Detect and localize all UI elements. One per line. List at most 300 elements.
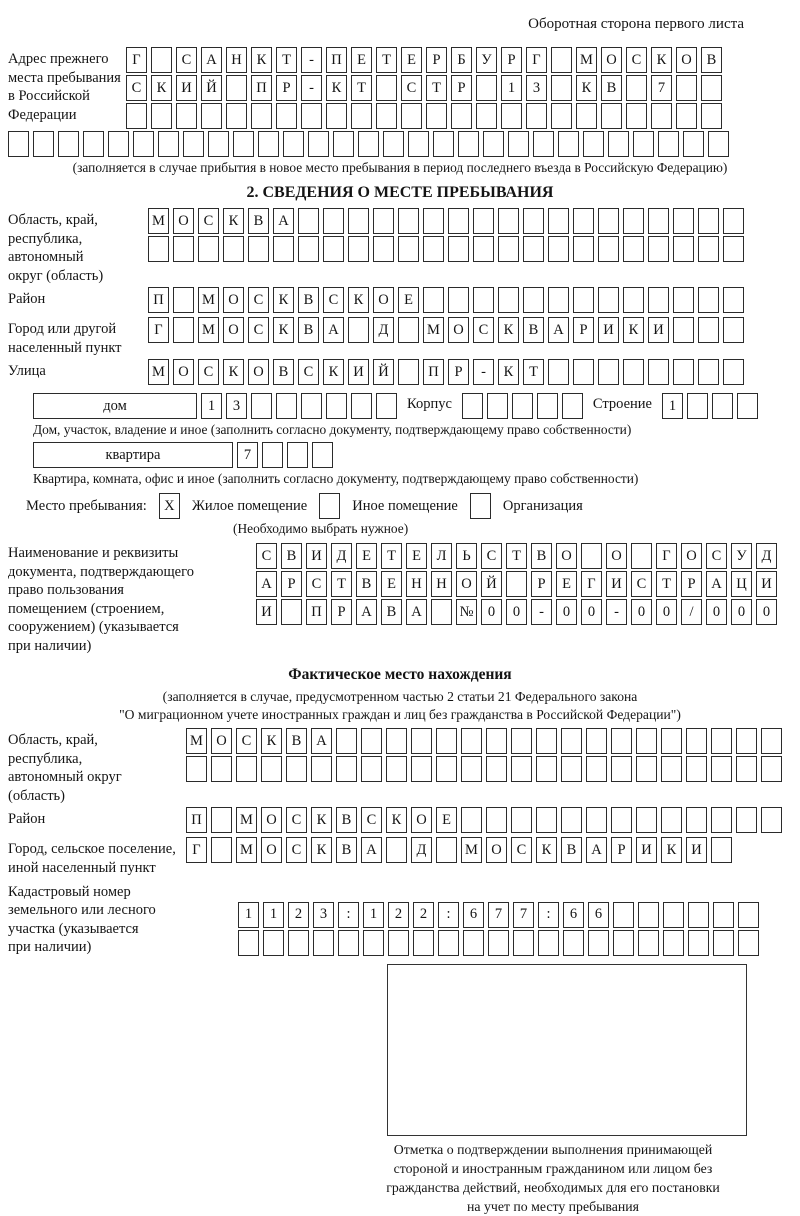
char-box[interactable]: [398, 317, 419, 343]
char-box[interactable]: М: [236, 837, 257, 863]
char-box[interactable]: [211, 807, 232, 833]
char-box[interactable]: [676, 75, 697, 101]
char-box[interactable]: [536, 756, 557, 782]
char-box[interactable]: О: [411, 807, 432, 833]
char-box[interactable]: [312, 442, 333, 468]
char-box[interactable]: [83, 131, 104, 157]
char-box[interactable]: [573, 359, 594, 385]
char-box[interactable]: [323, 208, 344, 234]
char-box[interactable]: [386, 756, 407, 782]
char-box[interactable]: [698, 359, 719, 385]
char-box[interactable]: [133, 131, 154, 157]
char-box[interactable]: [611, 807, 632, 833]
char-box[interactable]: [636, 756, 657, 782]
char-box[interactable]: М: [461, 837, 482, 863]
char-box[interactable]: В: [601, 75, 622, 101]
char-box[interactable]: М: [198, 287, 219, 313]
char-box[interactable]: [476, 103, 497, 129]
char-box[interactable]: [473, 208, 494, 234]
char-box[interactable]: /: [681, 599, 702, 625]
char-box[interactable]: [736, 807, 757, 833]
char-box[interactable]: [408, 131, 429, 157]
char-box[interactable]: [426, 103, 447, 129]
char-box[interactable]: К: [311, 837, 332, 863]
char-box[interactable]: В: [248, 208, 269, 234]
char-box[interactable]: [463, 930, 484, 956]
char-box[interactable]: Б: [451, 47, 472, 73]
char-box[interactable]: Е: [556, 571, 577, 597]
char-box[interactable]: Г: [581, 571, 602, 597]
char-box[interactable]: [473, 287, 494, 313]
char-box[interactable]: Р: [276, 75, 297, 101]
char-box[interactable]: [448, 208, 469, 234]
char-box[interactable]: О: [248, 359, 269, 385]
char-box[interactable]: К: [661, 837, 682, 863]
char-box[interactable]: [476, 75, 497, 101]
char-box[interactable]: [487, 393, 508, 419]
char-box[interactable]: С: [176, 47, 197, 73]
char-box[interactable]: С: [626, 47, 647, 73]
char-box[interactable]: [436, 837, 457, 863]
char-box[interactable]: [511, 728, 532, 754]
char-box[interactable]: [511, 807, 532, 833]
char-box[interactable]: [526, 103, 547, 129]
char-box[interactable]: [708, 131, 729, 157]
char-box[interactable]: [701, 103, 722, 129]
char-box[interactable]: О: [456, 571, 477, 597]
char-box[interactable]: С: [256, 543, 277, 569]
char-box[interactable]: [562, 393, 583, 419]
char-box[interactable]: [598, 236, 619, 262]
char-box[interactable]: К: [223, 208, 244, 234]
char-box[interactable]: П: [186, 807, 207, 833]
char-box[interactable]: [636, 807, 657, 833]
char-box[interactable]: С: [248, 287, 269, 313]
char-box[interactable]: И: [598, 317, 619, 343]
char-box[interactable]: [411, 728, 432, 754]
char-box[interactable]: [561, 756, 582, 782]
char-box[interactable]: О: [676, 47, 697, 73]
char-box[interactable]: [576, 103, 597, 129]
char-box[interactable]: Д: [331, 543, 352, 569]
char-box[interactable]: Р: [501, 47, 522, 73]
char-box[interactable]: В: [273, 359, 294, 385]
char-box[interactable]: [723, 359, 744, 385]
char-box[interactable]: [262, 442, 283, 468]
char-box[interactable]: [551, 47, 572, 73]
char-box[interactable]: Т: [506, 543, 527, 569]
char-box[interactable]: О: [373, 287, 394, 313]
char-box[interactable]: К: [651, 47, 672, 73]
char-box[interactable]: 3: [313, 902, 334, 928]
char-box[interactable]: И: [648, 317, 669, 343]
char-box[interactable]: И: [636, 837, 657, 863]
char-box[interactable]: А: [548, 317, 569, 343]
char-box[interactable]: [323, 236, 344, 262]
char-box[interactable]: [461, 756, 482, 782]
char-box[interactable]: Г: [148, 317, 169, 343]
char-box[interactable]: [698, 317, 719, 343]
char-box[interactable]: М: [198, 317, 219, 343]
char-box[interactable]: С: [126, 75, 147, 101]
char-box[interactable]: [523, 287, 544, 313]
char-box[interactable]: [648, 208, 669, 234]
char-box[interactable]: №: [456, 599, 477, 625]
char-box[interactable]: [298, 236, 319, 262]
char-box[interactable]: 2: [413, 902, 434, 928]
char-box[interactable]: [712, 393, 733, 419]
char-box[interactable]: [723, 208, 744, 234]
char-box[interactable]: К: [273, 317, 294, 343]
char-box[interactable]: [208, 131, 229, 157]
char-box[interactable]: Й: [373, 359, 394, 385]
char-box[interactable]: [586, 756, 607, 782]
char-box[interactable]: [186, 756, 207, 782]
char-box[interactable]: [723, 287, 744, 313]
char-box[interactable]: [276, 393, 297, 419]
char-box[interactable]: [711, 756, 732, 782]
char-box[interactable]: О: [556, 543, 577, 569]
char-box[interactable]: В: [298, 317, 319, 343]
char-box[interactable]: [183, 131, 204, 157]
char-box[interactable]: О: [223, 287, 244, 313]
char-box[interactable]: [661, 728, 682, 754]
char-box[interactable]: [723, 317, 744, 343]
char-box[interactable]: Д: [373, 317, 394, 343]
char-box[interactable]: [511, 756, 532, 782]
char-box[interactable]: [338, 930, 359, 956]
char-box[interactable]: С: [306, 571, 327, 597]
char-box[interactable]: [363, 930, 384, 956]
char-box[interactable]: 3: [226, 393, 247, 419]
char-box[interactable]: Й: [481, 571, 502, 597]
char-box[interactable]: [663, 930, 684, 956]
char-box[interactable]: О: [173, 359, 194, 385]
char-box[interactable]: Г: [186, 837, 207, 863]
char-box[interactable]: [263, 930, 284, 956]
char-box[interactable]: Р: [448, 359, 469, 385]
char-box[interactable]: [151, 103, 172, 129]
char-box[interactable]: [201, 103, 222, 129]
char-box[interactable]: К: [151, 75, 172, 101]
char-box[interactable]: А: [323, 317, 344, 343]
char-box[interactable]: :: [538, 902, 559, 928]
char-box[interactable]: [506, 571, 527, 597]
char-box[interactable]: [236, 756, 257, 782]
char-box[interactable]: Р: [531, 571, 552, 597]
char-box[interactable]: [598, 359, 619, 385]
char-box[interactable]: К: [498, 359, 519, 385]
char-box[interactable]: И: [306, 543, 327, 569]
char-box[interactable]: [658, 131, 679, 157]
char-box[interactable]: [498, 208, 519, 234]
char-box[interactable]: С: [361, 807, 382, 833]
char-box[interactable]: [601, 103, 622, 129]
char-box[interactable]: А: [586, 837, 607, 863]
char-box[interactable]: П: [251, 75, 272, 101]
char-box[interactable]: [333, 131, 354, 157]
char-box[interactable]: В: [701, 47, 722, 73]
char-box[interactable]: 1: [201, 393, 222, 419]
char-box[interactable]: [361, 728, 382, 754]
char-box[interactable]: [561, 807, 582, 833]
char-box[interactable]: 0: [581, 599, 602, 625]
char-box[interactable]: [673, 287, 694, 313]
char-box[interactable]: [598, 287, 619, 313]
char-box[interactable]: Й: [201, 75, 222, 101]
char-box[interactable]: Е: [436, 807, 457, 833]
char-box[interactable]: [376, 75, 397, 101]
char-box[interactable]: [736, 756, 757, 782]
char-box[interactable]: [451, 103, 472, 129]
checkbox-organization[interactable]: [470, 493, 491, 519]
char-box[interactable]: Т: [656, 571, 677, 597]
char-box[interactable]: [288, 930, 309, 956]
char-box[interactable]: С: [198, 359, 219, 385]
char-box[interactable]: [498, 287, 519, 313]
char-box[interactable]: [537, 393, 558, 419]
char-box[interactable]: С: [631, 571, 652, 597]
char-box[interactable]: [211, 837, 232, 863]
char-box[interactable]: Е: [401, 47, 422, 73]
char-box[interactable]: [261, 756, 282, 782]
char-box[interactable]: [687, 393, 708, 419]
char-box[interactable]: В: [298, 287, 319, 313]
char-box[interactable]: -: [301, 75, 322, 101]
char-box[interactable]: [8, 131, 29, 157]
char-box[interactable]: [376, 103, 397, 129]
char-box[interactable]: [462, 393, 483, 419]
char-box[interactable]: Р: [331, 599, 352, 625]
char-box[interactable]: М: [186, 728, 207, 754]
char-box[interactable]: С: [323, 287, 344, 313]
char-box[interactable]: С: [473, 317, 494, 343]
char-box[interactable]: Е: [351, 47, 372, 73]
char-box[interactable]: С: [511, 837, 532, 863]
char-box[interactable]: [431, 599, 452, 625]
char-box[interactable]: [258, 131, 279, 157]
char-box[interactable]: [386, 728, 407, 754]
char-box[interactable]: [348, 208, 369, 234]
char-box[interactable]: [148, 236, 169, 262]
char-box[interactable]: Г: [526, 47, 547, 73]
char-box[interactable]: [461, 807, 482, 833]
char-box[interactable]: [286, 756, 307, 782]
char-box[interactable]: 1: [662, 393, 683, 419]
char-box[interactable]: [173, 317, 194, 343]
char-box[interactable]: [686, 756, 707, 782]
char-box[interactable]: [661, 807, 682, 833]
char-box[interactable]: [313, 930, 334, 956]
char-box[interactable]: [388, 930, 409, 956]
char-box[interactable]: [251, 393, 272, 419]
char-box[interactable]: [551, 75, 572, 101]
char-box[interactable]: [586, 728, 607, 754]
char-box[interactable]: С: [706, 543, 727, 569]
char-box[interactable]: Г: [656, 543, 677, 569]
char-box[interactable]: [126, 103, 147, 129]
char-box[interactable]: К: [251, 47, 272, 73]
char-box[interactable]: [737, 393, 758, 419]
char-box[interactable]: О: [606, 543, 627, 569]
char-box[interactable]: [711, 807, 732, 833]
char-box[interactable]: [623, 208, 644, 234]
char-box[interactable]: 0: [506, 599, 527, 625]
char-box[interactable]: [611, 756, 632, 782]
char-box[interactable]: В: [561, 837, 582, 863]
char-box[interactable]: -: [473, 359, 494, 385]
char-box[interactable]: [376, 393, 397, 419]
char-box[interactable]: [613, 930, 634, 956]
char-box[interactable]: Е: [398, 287, 419, 313]
char-box[interactable]: [523, 208, 544, 234]
char-box[interactable]: 2: [388, 902, 409, 928]
char-box[interactable]: С: [481, 543, 502, 569]
char-box[interactable]: [573, 287, 594, 313]
char-box[interactable]: [436, 756, 457, 782]
char-box[interactable]: [173, 287, 194, 313]
char-box[interactable]: В: [356, 571, 377, 597]
char-box[interactable]: [761, 807, 782, 833]
char-box[interactable]: [413, 930, 434, 956]
char-box[interactable]: А: [256, 571, 277, 597]
char-box[interactable]: [361, 756, 382, 782]
char-box[interactable]: С: [248, 317, 269, 343]
char-box[interactable]: [548, 359, 569, 385]
char-box[interactable]: [433, 131, 454, 157]
char-box[interactable]: [563, 930, 584, 956]
char-box[interactable]: О: [261, 837, 282, 863]
char-box[interactable]: В: [336, 837, 357, 863]
char-box[interactable]: [251, 103, 272, 129]
char-box[interactable]: В: [336, 807, 357, 833]
char-box[interactable]: [736, 728, 757, 754]
char-box[interactable]: В: [286, 728, 307, 754]
char-box[interactable]: А: [356, 599, 377, 625]
char-box[interactable]: [638, 902, 659, 928]
char-box[interactable]: [438, 930, 459, 956]
char-box[interactable]: [586, 807, 607, 833]
char-box[interactable]: Е: [356, 543, 377, 569]
char-box[interactable]: [508, 131, 529, 157]
char-box[interactable]: М: [148, 208, 169, 234]
char-box[interactable]: [33, 131, 54, 157]
char-box[interactable]: -: [531, 599, 552, 625]
char-box[interactable]: В: [523, 317, 544, 343]
char-box[interactable]: [287, 442, 308, 468]
char-box[interactable]: К: [623, 317, 644, 343]
char-box[interactable]: [248, 236, 269, 262]
char-box[interactable]: В: [531, 543, 552, 569]
char-box[interactable]: [558, 131, 579, 157]
char-box[interactable]: [548, 287, 569, 313]
char-box[interactable]: М: [236, 807, 257, 833]
char-box[interactable]: [623, 236, 644, 262]
char-box[interactable]: [676, 103, 697, 129]
char-box[interactable]: И: [686, 837, 707, 863]
char-box[interactable]: Р: [573, 317, 594, 343]
char-box[interactable]: 2: [288, 902, 309, 928]
char-box[interactable]: Е: [381, 571, 402, 597]
char-box[interactable]: Л: [431, 543, 452, 569]
char-box[interactable]: П: [423, 359, 444, 385]
char-box[interactable]: И: [348, 359, 369, 385]
char-box[interactable]: [648, 359, 669, 385]
char-box[interactable]: [673, 317, 694, 343]
char-box[interactable]: [351, 103, 372, 129]
char-box[interactable]: [458, 131, 479, 157]
char-box[interactable]: В: [381, 599, 402, 625]
char-box[interactable]: [373, 208, 394, 234]
char-box[interactable]: [688, 930, 709, 956]
char-box[interactable]: [448, 287, 469, 313]
char-box[interactable]: [608, 131, 629, 157]
char-box[interactable]: [698, 287, 719, 313]
char-box[interactable]: [598, 208, 619, 234]
char-box[interactable]: [348, 317, 369, 343]
char-box[interactable]: И: [176, 75, 197, 101]
char-box[interactable]: [383, 131, 404, 157]
char-box[interactable]: [648, 236, 669, 262]
checkbox-residential[interactable]: X: [159, 493, 180, 519]
char-box[interactable]: [348, 236, 369, 262]
char-box[interactable]: К: [273, 287, 294, 313]
char-box[interactable]: Р: [281, 571, 302, 597]
char-box[interactable]: [498, 236, 519, 262]
char-box[interactable]: [308, 131, 329, 157]
char-box[interactable]: :: [438, 902, 459, 928]
char-box[interactable]: Д: [756, 543, 777, 569]
char-box[interactable]: К: [536, 837, 557, 863]
char-box[interactable]: 6: [563, 902, 584, 928]
char-box[interactable]: 0: [656, 599, 677, 625]
char-box[interactable]: [663, 902, 684, 928]
char-box[interactable]: [548, 208, 569, 234]
char-box[interactable]: Т: [331, 571, 352, 597]
char-box[interactable]: [686, 807, 707, 833]
char-box[interactable]: П: [326, 47, 347, 73]
char-box[interactable]: С: [236, 728, 257, 754]
char-box[interactable]: [588, 930, 609, 956]
char-box[interactable]: Е: [406, 543, 427, 569]
char-box[interactable]: О: [173, 208, 194, 234]
char-box[interactable]: [501, 103, 522, 129]
char-box[interactable]: М: [423, 317, 444, 343]
char-box[interactable]: О: [486, 837, 507, 863]
char-box[interactable]: [551, 103, 572, 129]
char-box[interactable]: [533, 131, 554, 157]
char-box[interactable]: А: [311, 728, 332, 754]
char-box[interactable]: С: [198, 208, 219, 234]
char-box[interactable]: А: [201, 47, 222, 73]
char-box[interactable]: Ь: [456, 543, 477, 569]
char-box[interactable]: [611, 728, 632, 754]
char-box[interactable]: [573, 208, 594, 234]
char-box[interactable]: [483, 131, 504, 157]
char-box[interactable]: [276, 103, 297, 129]
char-box[interactable]: 0: [706, 599, 727, 625]
char-box[interactable]: А: [361, 837, 382, 863]
char-box[interactable]: [448, 236, 469, 262]
char-box[interactable]: [548, 236, 569, 262]
char-box[interactable]: [226, 75, 247, 101]
char-box[interactable]: [536, 807, 557, 833]
char-box[interactable]: 1: [238, 902, 259, 928]
char-box[interactable]: [573, 236, 594, 262]
char-box[interactable]: 0: [481, 599, 502, 625]
char-box[interactable]: Р: [426, 47, 447, 73]
char-box[interactable]: 3: [526, 75, 547, 101]
